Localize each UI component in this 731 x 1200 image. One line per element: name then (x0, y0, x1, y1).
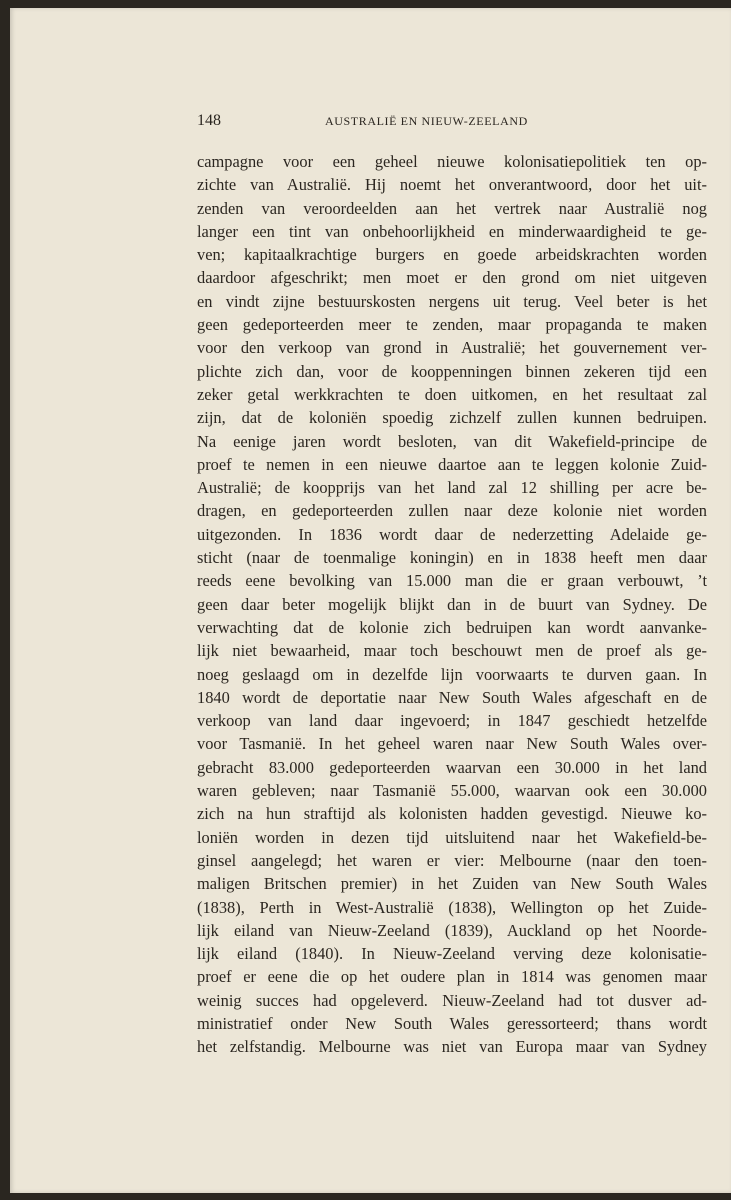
text-line: voor Tasmanië. In het geheel waren naar New South Wales over- (197, 734, 707, 754)
text-line: ginsel aangelegd; het waren er vier: Melbourne (naar den toen- (197, 850, 707, 870)
text-line: uitgezonden. In 1836 wordt daar de nederzetting Adelaide ge- (197, 524, 707, 544)
text-line: weinig succes had opgeleverd. Nieuw-Zeeland had tot dusver ad- (197, 990, 707, 1010)
text-line: en vindt zijne bestuurskosten nergens uit terug. Veel beter is het (197, 291, 707, 311)
text-line: noeg geslaagd om in dezelfde lijn voorwaarts te durven gaan. In (197, 664, 707, 684)
body-text (197, 150, 707, 1059)
text-line: proef er eene die op het oudere plan in 1814 was genomen maar (197, 967, 707, 987)
text-line: lijk eiland (1840). In Nieuw-Zeeland verving deze kolonisatie- (197, 944, 707, 964)
text-line: het zelfstandig. Melbourne was niet van Europa maar van Sydney (197, 1037, 707, 1057)
text-line: zichte van Australië. Hij noemt het onverantwoord, door het uit- (197, 175, 707, 195)
text-line: (1838), Perth in West-Australië (1838), Wellington op het Zuide- (197, 897, 707, 917)
text-line: campagne voor een geheel nieuwe kolonisatiepolitiek ten op- (197, 152, 707, 171)
text-line: plichte zich dan, voor de kooppenningen binnen zekeren tijd een (197, 361, 707, 381)
text-line: ven; kapitaalkrachtige burgers en goede arbeidskrachten worden (197, 245, 707, 265)
book-page (10, 8, 731, 1193)
text-line: waren gebleven; naar Tasmanië 55.000, waarvan ook een 30.000 (197, 781, 707, 801)
text-line: Na eenige jaren wordt besloten, van dit Wakefield-principe de (197, 431, 707, 451)
text-line: zijn, dat de koloniën spoedig zichzelf zullen kunnen bedruipen. (197, 408, 707, 428)
text-line: proef te nemen in een nieuwe daartoe aan te leggen kolonie Zuid- (197, 454, 707, 474)
text-line: verkoop van land daar ingevoerd; in 1847 geschiedt hetzelfde (197, 711, 707, 731)
running-head: AUSTRALIË EN NIEUW-ZEELAND (325, 114, 528, 128)
text-line: dragen, en gedeporteerden zullen naar deze kolonie niet worden (197, 501, 707, 521)
text-line: Australië; de koopprijs van het land zal 12 shilling per acre be- (197, 478, 707, 498)
text-line: verwachting dat de kolonie zich bedruipen kan wordt aanvanke- (197, 617, 707, 637)
text-line: zeker getal werkkrachten te doen uitkomen, en het resultaat zal (197, 384, 707, 404)
text-line: lijk niet bewaarheid, maar toch beschouwt men de proef als ge- (197, 641, 707, 661)
text-line: lijk eiland van Nieuw-Zeeland (1839), Auckland op het Noorde- (197, 920, 707, 940)
text-line: daardoor afgeschrikt; men moet er den grond om niet uitgeven (197, 268, 707, 288)
text-line: zich na hun straftijd als kolonisten hadden gevestigd. Nieuwe ko- (197, 804, 707, 824)
text-line: geen daar beter mogelijk blijkt dan in de buurt van Sydney. De (197, 594, 707, 614)
text-line: reeds eene bevolking van 15.000 man die er graan verbouwt, ’t (197, 571, 707, 591)
text-line: gebracht 83.000 gedeporteerden waarvan een 30.000 in het land (197, 757, 707, 777)
text-line: ministratief onder New South Wales geressorteerd; thans wordt (197, 1013, 707, 1033)
text-line: sticht (naar de toenmalige koningin) en in 1838 heeft men daar (197, 548, 707, 568)
text-line: maligen Britschen premier) in het Zuiden van New South Wales (197, 874, 707, 894)
page-header (197, 112, 707, 132)
page-number: 148 (197, 112, 221, 129)
text-line: geen gedeporteerden meer te zenden, maar propaganda te maken (197, 315, 707, 335)
text-line: zenden van veroordeelden aan het vertrek naar Australië nog (197, 198, 707, 218)
text-line: langer een tint van onbehoorlijkheid en minderwaardigheid te ge- (197, 221, 707, 241)
text-line: voor den verkoop van grond in Australië; het gouvernement ver- (197, 338, 707, 358)
text-line: loniën worden in dezen tijd uitsluitend naar het Wakefield-be- (197, 827, 707, 847)
text-line: 1840 wordt de deportatie naar New South Wales afgeschaft en de (197, 687, 707, 707)
